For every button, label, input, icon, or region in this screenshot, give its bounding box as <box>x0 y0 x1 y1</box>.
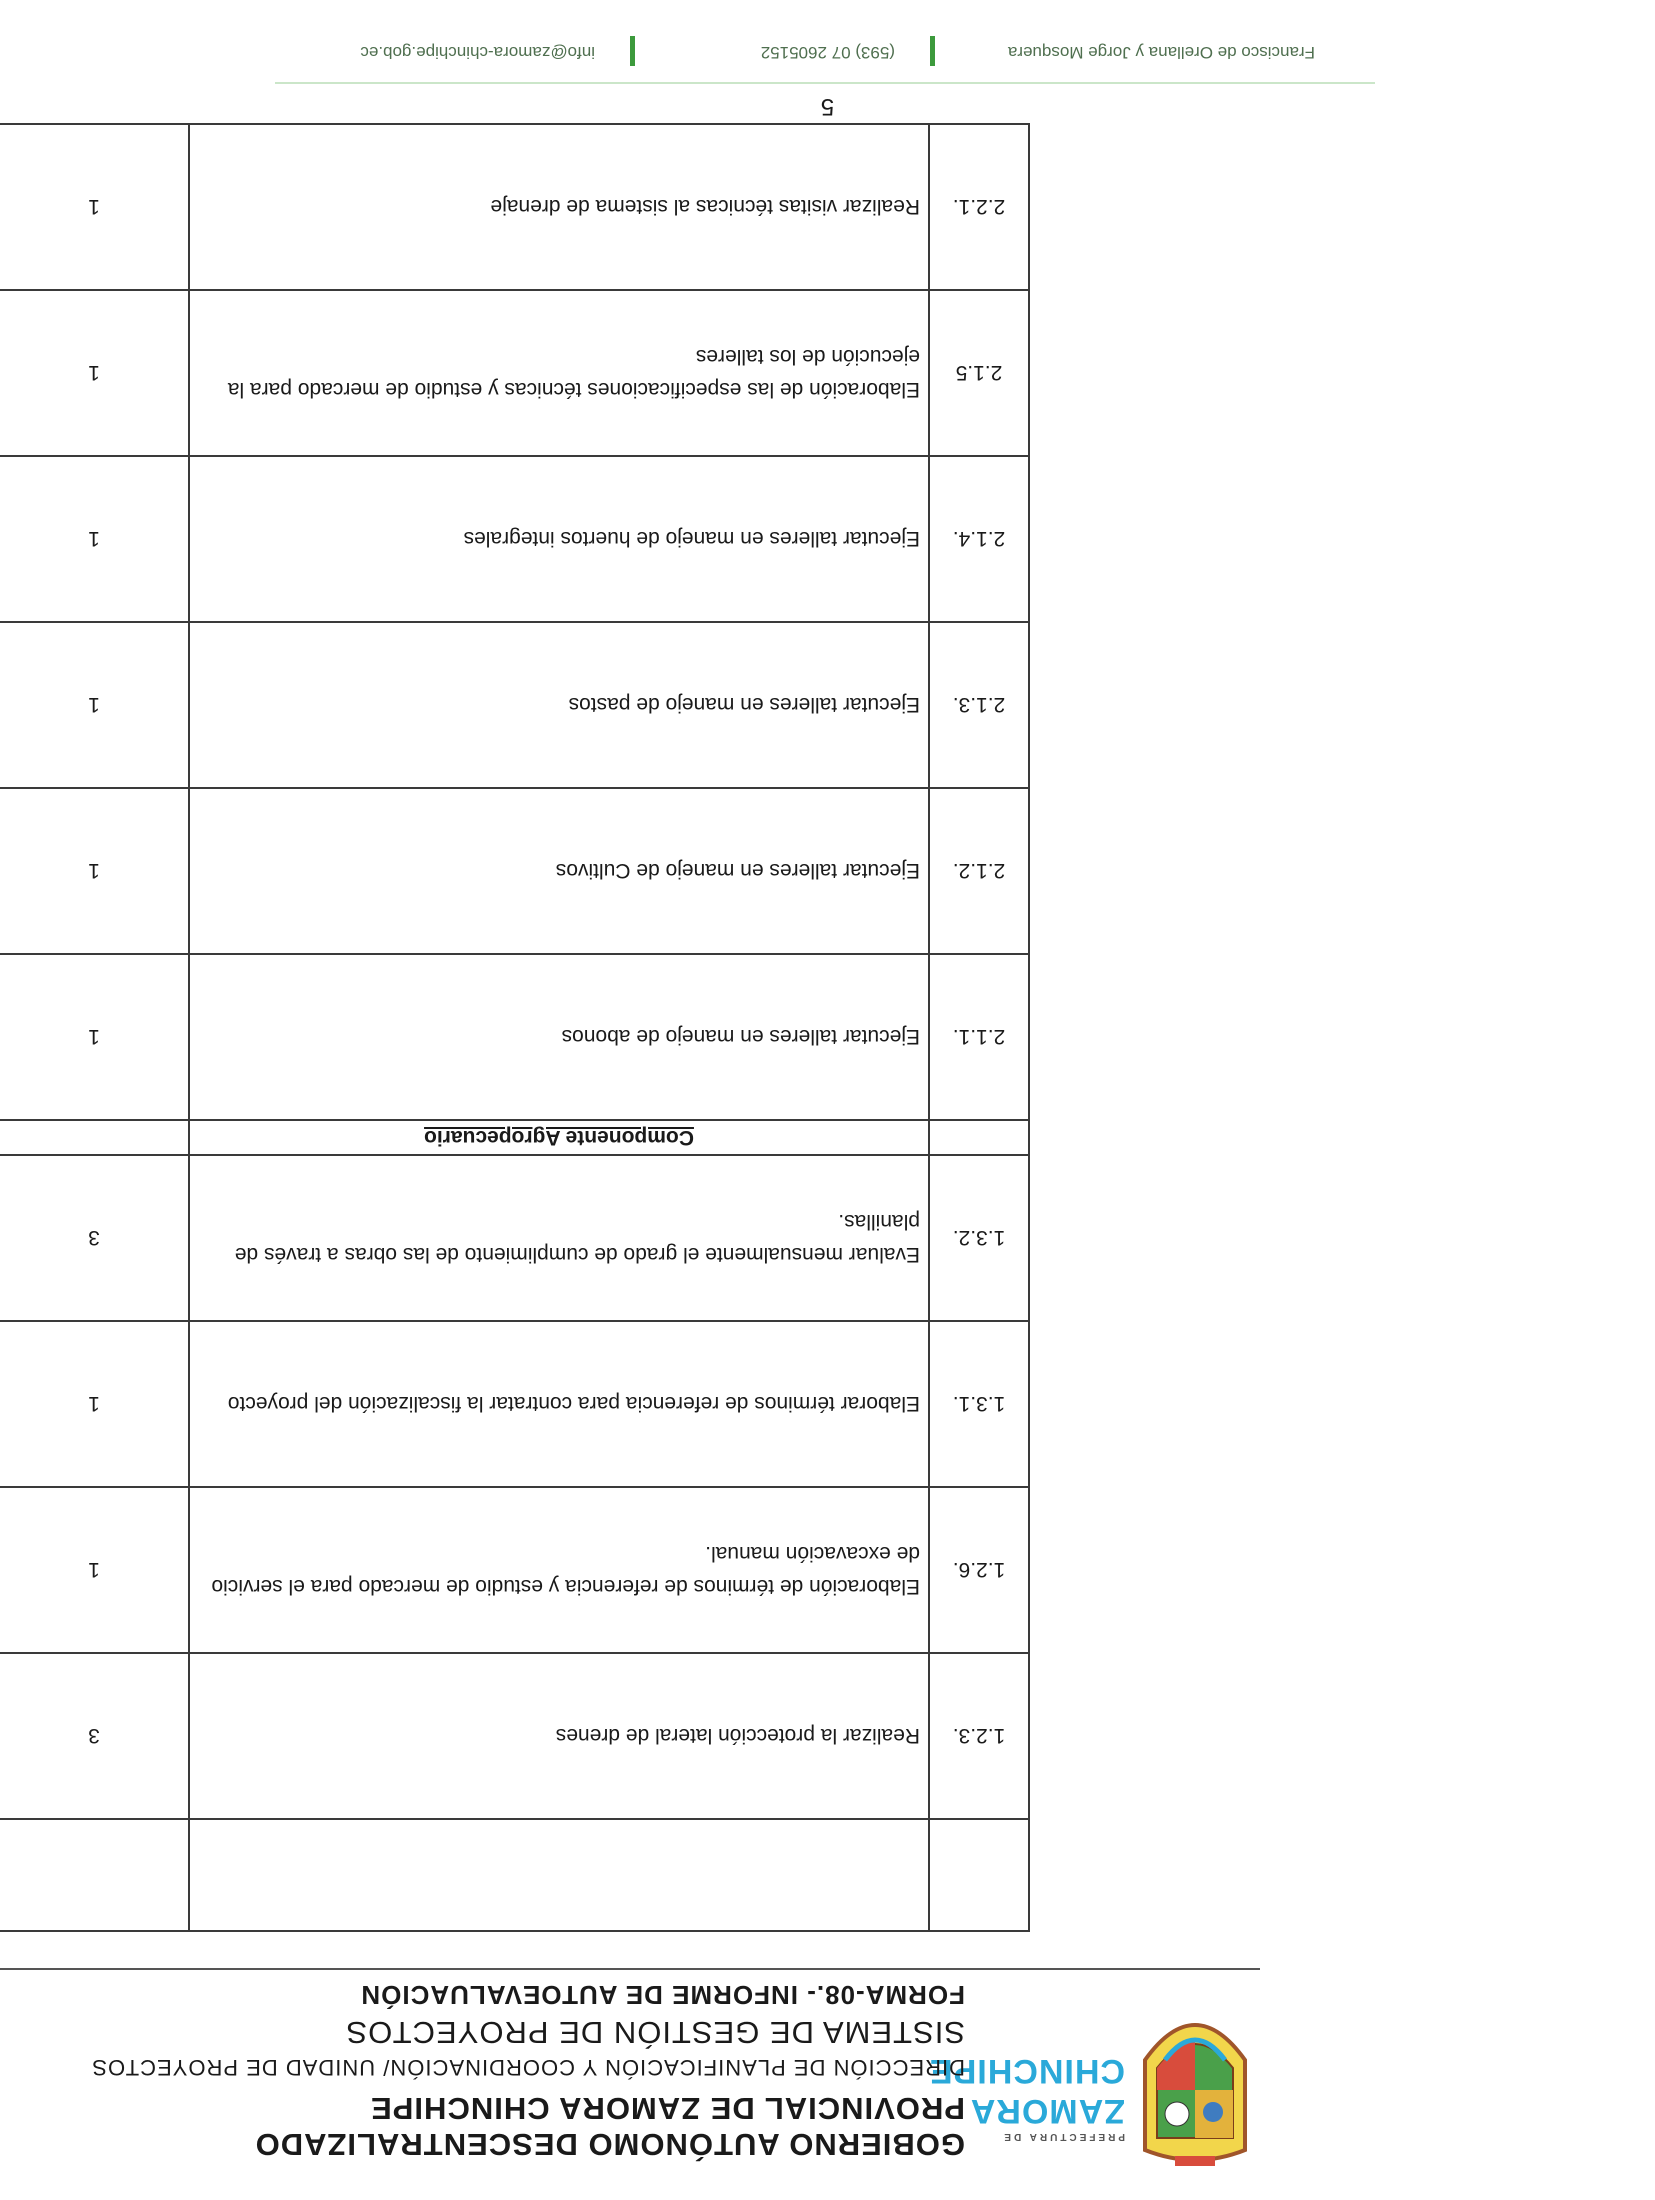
activity-code-cell: 1.3.1. <box>929 1321 1029 1487</box>
table-body <box>0 124 1029 1931</box>
activity-value-cell: 1 <box>0 1487 189 1653</box>
table-row <box>0 124 1029 290</box>
page-number: 5 <box>820 93 835 120</box>
activity-code-cell <box>929 1819 1029 1931</box>
title-line-1: GOBIERNO AUTÓNOMO DESCENTRALIZADO <box>254 2127 965 2162</box>
table-row <box>0 456 1029 622</box>
activity-value-cell <box>0 1819 189 1931</box>
activity-description-cell: Elaborar términos de referencia para contratar la fiscalización del proyecto <box>189 1321 929 1487</box>
activity-code-cell: 2.1.2. <box>929 788 1029 954</box>
activity-code-cell: 1.2.6. <box>929 1487 1029 1653</box>
table-row <box>0 1321 1029 1487</box>
header-divider <box>0 1968 1260 1970</box>
table-row <box>0 290 1029 456</box>
activity-code-cell: 1.2.3. <box>929 1653 1029 1819</box>
activity-description-cell <box>189 1819 929 1931</box>
activity-code-cell: 1.3.2. <box>929 1155 1029 1321</box>
activity-value-cell: 1 <box>0 456 189 622</box>
table-row <box>0 1487 1029 1653</box>
activity-value-cell: 1 <box>0 290 189 456</box>
logo-small-text: PREFECTURA DE <box>1001 2131 1125 2142</box>
logo-text-zamora: ZAMORA <box>969 2092 1125 2130</box>
activity-value-cell: 1 <box>0 954 189 1120</box>
activity-description-cell: Evaluar mensualmente el grado de cumplimiento de las obras a través de planillas. <box>189 1155 929 1321</box>
activity-value-cell: 1 <box>0 788 189 954</box>
table-row <box>0 1653 1029 1819</box>
direction-subtitle: DIRECCIÓN DE PLANIFICACIÓN Y COORDINACIÓN/ UNIDAD DE PROYECTOS <box>91 2055 965 2080</box>
activity-value-cell: 1 <box>0 1321 189 1487</box>
title-line-2: PROVINCIAL DE ZAMORA CHINCHIPE <box>370 2091 965 2126</box>
table-row <box>0 1155 1029 1321</box>
footer-phone: (593) 07 2605152 <box>760 43 895 62</box>
activity-code-cell: 2.2.1. <box>929 124 1029 290</box>
activity-description-cell: Ejecutar talleres en manejo de Cultivos <box>189 788 929 954</box>
footer-email: info@zamora-chinchipe.gob.ec <box>360 43 595 62</box>
document-header <box>91 1980 1525 2170</box>
system-name: SISTEMA DE GESTIÓN DE PROYECTOS <box>345 2015 965 2050</box>
activity-description-cell: Ejecutar talleres en manejo de huertos integrales <box>189 456 929 622</box>
footer-separator <box>930 36 935 66</box>
document-footer <box>315 30 1315 70</box>
footer-divider <box>275 82 1375 84</box>
activity-description-cell: Ejecutar talleres en manejo de pastos <box>189 622 929 788</box>
activity-code-cell: 2.1.4. <box>929 456 1029 622</box>
activity-description-cell: Realizar la protección lateral de drenes <box>189 1653 929 1819</box>
component-header-row <box>0 1120 1029 1155</box>
activity-value-cell: 3 <box>0 1653 189 1819</box>
self-evaluation-table <box>0 123 1030 1932</box>
activity-value-cell: 1 <box>0 622 189 788</box>
activity-code-cell <box>929 1120 1029 1155</box>
table-row <box>0 1819 1029 1931</box>
activity-code-cell: 2.1.1. <box>929 954 1029 1120</box>
activity-description-cell: Ejecutar talleres en manejo de abonos <box>189 954 929 1120</box>
activity-description-cell: Elaboración de las especificaciones técnicas y estudio de mercado para la ejecución de los talleres <box>189 290 929 456</box>
activity-value-cell <box>0 1120 189 1155</box>
activity-description-cell: Realizar visitas técnicas al sistema de drenaje <box>189 124 929 290</box>
table-row <box>0 954 1029 1120</box>
footer-separator <box>630 36 635 66</box>
activity-code-cell: 2.1.3. <box>929 622 1029 788</box>
activity-code-cell: 2.1.5 <box>929 290 1029 456</box>
activity-value-cell: 3 <box>0 1155 189 1321</box>
activity-description-cell: Elaboración de términos de referencia y estudio de mercado para el servicio de excavación manual. <box>189 1487 929 1653</box>
component-label-cell: Componente Agropecuario <box>189 1120 929 1155</box>
footer-address: Francisco de Orellana y Jorge Mosquera <box>1007 43 1315 62</box>
activity-value-cell: 1 <box>0 124 189 290</box>
form-name: FORMA-08.- INFORME DE AUTOEVALUACIÓN <box>360 1980 965 2010</box>
logo-text-chinchipe: CHINCHIPE <box>928 2052 1125 2090</box>
table-row <box>0 788 1029 954</box>
coat-of-arms-icon <box>1135 1990 1255 2170</box>
table-row <box>0 622 1029 788</box>
